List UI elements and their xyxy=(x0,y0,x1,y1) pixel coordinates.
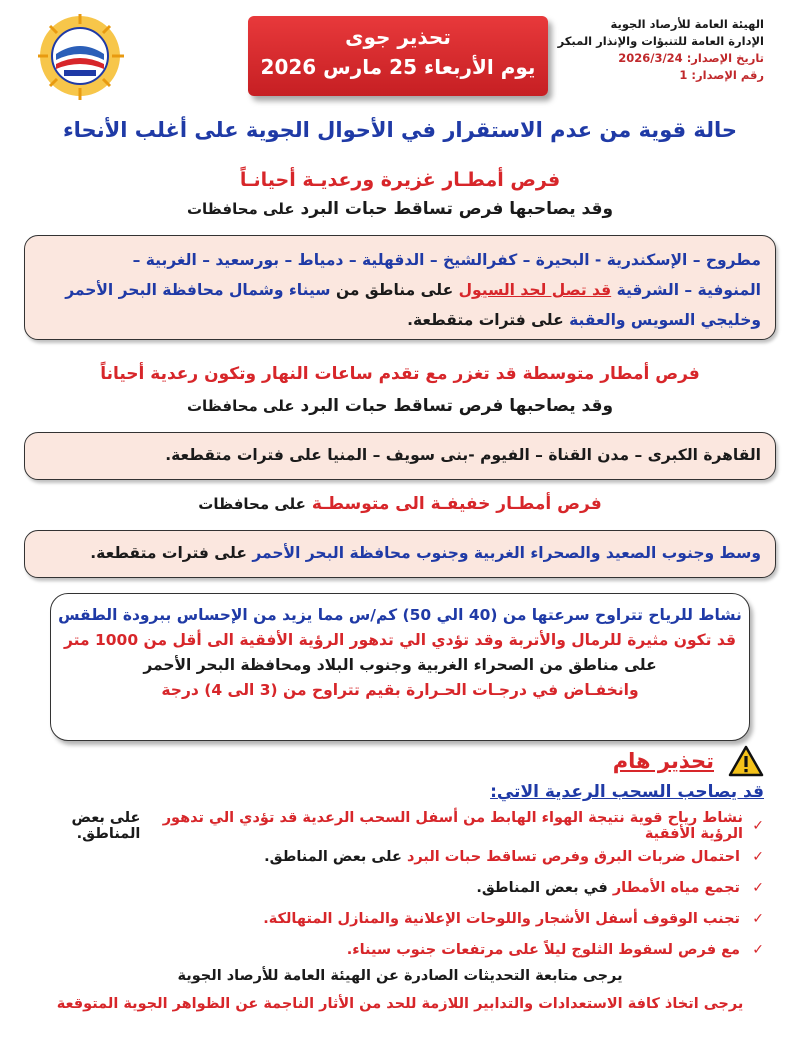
section1-areas-line2: المنوفية – الشرقية قد تصل لحد السيول على مناطق من سيناء وشمال محافظة البحر الأحمر xyxy=(65,281,761,299)
section2-areas-box xyxy=(24,432,776,480)
org-name: الهيئة العامة للأرصاد الجوية xyxy=(610,17,764,31)
list-item: ✓ مع فرص لسقوط الثلوج ليلاً على مرتفعات جنوب سيناء. xyxy=(346,941,764,958)
check-icon: ✓ xyxy=(752,910,764,927)
section1-areas-line1: مطروح – الإسكندرية - البحيرة – كفرالشيخ – الدقهلية – دمياط – بورسعيد – الغربية – xyxy=(132,251,761,269)
warning-title: تحذير هام xyxy=(612,749,714,773)
org-department: الإدارة العامة للتنبؤات والإنذار المبكر xyxy=(557,34,764,48)
check-icon: ✓ xyxy=(752,879,764,896)
check-icon: ✓ xyxy=(752,848,764,865)
wind-line1: نشاط للرياح تتراوح سرعتها من (40 الي 50) كم/س مما يزيد من الإحساس ببرودة الطقس xyxy=(58,606,742,624)
check-icon: ✓ xyxy=(752,941,764,958)
footer-advice: يرجى اتخاذ كافة الاستعدادات والتدابير اللازمة للحد من الأثار الناجمة عن الظواهر الجوية المتوقعة xyxy=(56,996,744,1012)
main-headline: حالة قوية من عدم الاستقرار في الأحوال الجوية على أغلب الأنحاء xyxy=(62,118,738,142)
wind-line2: قد تكون مثيرة للرمال والأتربة وقد تؤدي الي تدهور الرؤية الأفقية الى أقل من 1000 متر xyxy=(64,631,736,649)
section2-title: فرص أمطار متوسطة قد تغزر مع تقدم ساعات النهار وتكون رعدية أحياناً xyxy=(100,364,700,384)
warning-list xyxy=(20,810,764,965)
wind-line4: وانخفـاض في درجـات الحـرارة بقيم تتراوح من (3 الى 4) درجة xyxy=(161,681,639,699)
list-item: ✓ تجنب الوقوف أسفل الأشجار واللوحات الإعلانية والمنازل المتهالكة. xyxy=(263,910,764,927)
section1-areas-line3: وخليجي السويس والعقبة على فترات متقطعة. xyxy=(407,311,761,329)
organization-header xyxy=(534,16,764,84)
section2-subtitle: وقد يصاحبها فرص تساقط حبات البرد على محافظات xyxy=(186,396,614,416)
section3-title: فرص أمطـار خفيفـة الى متوسطـة على محافظات xyxy=(198,494,602,514)
list-item: ✓ تجمع مياه الأمطار في بعض المناطق. xyxy=(476,879,764,896)
section3-areas-line: وسط وجنوب الصعيد والصحراء الغربية وجنوب محافظة البحر الأحمر على فترات متقطعة. xyxy=(90,544,761,562)
warning-banner xyxy=(248,16,548,96)
meteorological-authority-logo xyxy=(34,14,126,100)
section1-title: فرص أمطـار غزيرة ورعديـة أحيانـاً xyxy=(239,169,561,191)
footer-note: يرجى متابعة التحديثات الصادرة عن الهيئة العامة للأرصاد الجوية xyxy=(177,968,623,984)
list-item: ✓ نشاط رياح قوية نتيجة الهواء الهابط من أسفل السحب الرعدية قد تؤدي الي تدهور الرؤية الأفقية على بعض المناطق. xyxy=(71,809,764,842)
issue-number: رقم الإصدار: 1 xyxy=(679,68,764,82)
banner-date: يوم الأربعاء 25 مارس 2026 xyxy=(260,55,536,79)
warning-triangle-icon xyxy=(728,745,764,777)
section1-areas-box xyxy=(24,235,776,340)
issue-date: تاريخ الإصدار: 2026/3/24 xyxy=(618,51,764,65)
wind-line3: على مناطق من الصحراء الغربية وجنوب البلاد ومحافظة البحر الأحمر xyxy=(143,656,657,674)
important-warning-heading xyxy=(613,745,764,777)
section2-areas-line: القاهرة الكبرى – مدن القناة – الفيوم -بنى سويف – المنيا على فترات متقطعة. xyxy=(165,446,761,464)
section3-areas-box xyxy=(24,530,776,578)
section1-subtitle: وقد يصاحبها فرص تساقط حبات البرد على محافظات xyxy=(186,199,614,219)
list-item: ✓ احتمال ضربات البرق وفرص تساقط حبات البرد على بعض المناطق. xyxy=(264,848,764,865)
check-icon: ✓ xyxy=(752,817,764,834)
wind-temperature-box xyxy=(50,593,750,741)
banner-title: تحذير جوى xyxy=(345,25,451,49)
warning-subtitle: قد يصاحب السحب الرعدية الاتي: xyxy=(490,782,764,802)
